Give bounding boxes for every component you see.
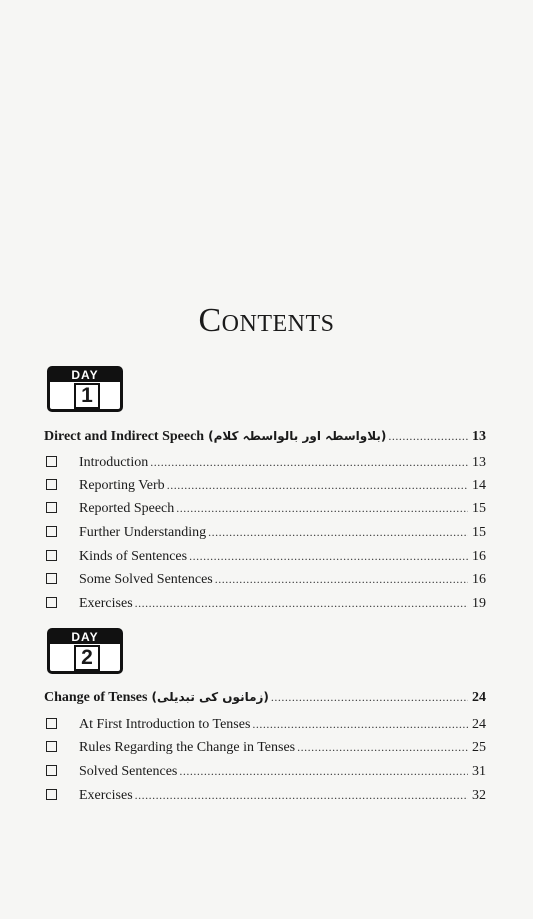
day-1-badge <box>47 366 121 410</box>
leader-dots <box>135 592 468 614</box>
toc-item-label: Solved Sentences <box>79 764 178 779</box>
checkbox-bullet-icon <box>46 741 57 752</box>
leader-dots <box>271 686 468 708</box>
leader-dots <box>167 474 468 496</box>
toc-item-label: Kinds of Sentences <box>79 549 188 564</box>
leader-dots <box>189 545 468 567</box>
toc-item-reporting-verb[interactable] <box>44 474 486 496</box>
toc-item-label: Reported Speech <box>79 501 175 516</box>
toc-item-kinds-of-sentences[interactable] <box>44 545 486 567</box>
toc-page-number: 24 <box>472 717 486 732</box>
toc-item-reported-speech[interactable] <box>44 497 486 519</box>
leader-dots <box>176 497 468 519</box>
checkbox-bullet-icon <box>46 526 57 537</box>
toc-item-some-solved-sentences[interactable] <box>44 568 486 590</box>
page-title: Contents <box>198 302 335 339</box>
day-number: 1 <box>74 383 100 409</box>
leader-dots <box>252 713 468 735</box>
leader-dots <box>388 425 468 447</box>
leader-dots <box>215 568 468 590</box>
checkbox-bullet-icon <box>46 597 57 608</box>
leader-dots <box>208 521 468 543</box>
toc-heading-direct-indirect-speech[interactable] <box>44 425 486 447</box>
leader-dots <box>135 784 468 806</box>
toc-item-label: Reporting Verb <box>79 478 165 493</box>
toc-item-label: Rules Regarding the Change in Tenses <box>79 740 296 755</box>
toc-page-number: 13 <box>472 429 486 444</box>
toc-item-label: Exercises <box>79 596 133 611</box>
checkbox-bullet-icon <box>46 550 57 561</box>
toc-heading-label: Change of Tenses <box>44 690 148 705</box>
checkbox-bullet-icon <box>46 789 57 800</box>
toc-page-number: 15 <box>472 525 486 540</box>
toc-heading-urdu: (بلاواسطہ اور بالواسطہ کلام) <box>208 429 387 443</box>
checkbox-bullet-icon <box>46 456 57 467</box>
toc-page-number: 15 <box>472 501 486 516</box>
toc-item-label: Introduction <box>79 455 149 470</box>
day-2-badge <box>47 628 121 672</box>
toc-item-exercises[interactable] <box>44 592 486 614</box>
toc-page-number: 16 <box>472 549 486 564</box>
toc-page-number: 14 <box>472 478 486 493</box>
toc-page-number: 32 <box>472 788 486 803</box>
toc-page-number: 24 <box>472 690 486 705</box>
toc-heading-change-of-tenses[interactable] <box>44 686 486 708</box>
toc-item-first-introduction-to-tenses[interactable] <box>44 713 486 735</box>
toc-item-exercises-2[interactable] <box>44 784 486 806</box>
toc-item-rules-change-in-tenses[interactable] <box>44 736 486 758</box>
checkbox-bullet-icon <box>46 479 57 490</box>
day-label: DAY <box>50 631 120 644</box>
toc-item-label: Further Understanding <box>79 525 207 540</box>
checkbox-bullet-icon <box>46 502 57 513</box>
toc-item-introduction[interactable] <box>44 451 486 473</box>
leader-dots <box>179 760 468 782</box>
toc-item-solved-sentences[interactable] <box>44 760 486 782</box>
toc-heading-label: Direct and Indirect Speech <box>44 429 205 444</box>
checkbox-bullet-icon <box>46 573 57 584</box>
day-number: 2 <box>74 645 100 671</box>
toc-page-number: 19 <box>472 596 486 611</box>
toc-heading-urdu: (زمانوں کی تبدیلی) <box>151 690 269 704</box>
toc-page-number: 16 <box>472 572 486 587</box>
toc-item-label: At First Introduction to Tenses <box>79 717 251 732</box>
toc-item-label: Some Solved Sentences <box>79 572 213 587</box>
day-label: DAY <box>50 369 120 382</box>
leader-dots <box>297 736 468 758</box>
toc-page-number: 13 <box>472 455 486 470</box>
leader-dots <box>150 451 468 473</box>
toc-item-further-understanding[interactable] <box>44 521 486 543</box>
toc-item-label: Exercises <box>79 788 133 803</box>
checkbox-bullet-icon <box>46 718 57 729</box>
toc-page-number: 25 <box>472 740 486 755</box>
checkbox-bullet-icon <box>46 765 57 776</box>
toc-page-number: 31 <box>472 764 486 779</box>
